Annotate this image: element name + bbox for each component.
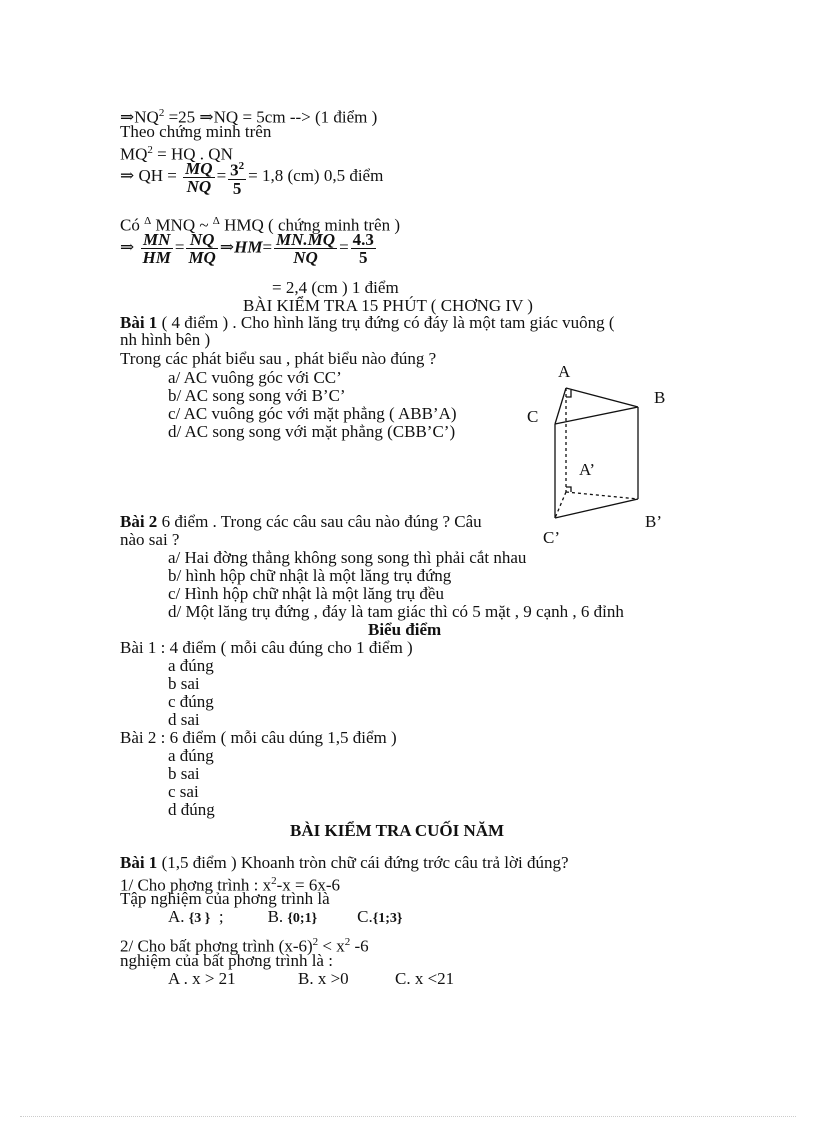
- scoring-bai2-answer-c: c sai: [168, 782, 199, 801]
- implies-symbol: ⇒: [219, 237, 235, 257]
- final-q1-sub: Tập nghiệm của phơng trình là: [120, 889, 330, 908]
- scoring-bai1-answer-c: c đúng: [168, 692, 214, 711]
- proof-line-7: = 2,4 (cm ) 1 điểm: [272, 278, 399, 297]
- quiz15-bai1-option-c: c/ AC vuông góc với mặt phẳng ( ABB’A): [168, 404, 457, 423]
- label-c: C: [527, 407, 539, 426]
- quiz15-bai1-line: Bài 1 ( 4 điểm ) . Cho hình lăng trụ đứng có đáy là một tam giác vuông (: [120, 313, 615, 332]
- implies-symbol: ⇒: [120, 107, 135, 127]
- label-b-prime: B’: [645, 512, 662, 531]
- quiz15-bai1-question: Trong các phát biểu sau , phát biểu nào đúng ?: [120, 349, 437, 368]
- edge-ac: [555, 388, 566, 424]
- proof-line-2: Theo chứng minh trên: [120, 122, 272, 141]
- quiz15-title: BÀI KIỂM TRA 15 PHÚT ( CHƠNG IV ): [243, 296, 533, 315]
- right-angle-mark-bottom: [566, 487, 571, 492]
- edge-cb: [555, 407, 638, 424]
- label-c-prime: C’: [543, 528, 560, 547]
- implies-symbol: ⇒: [120, 166, 135, 186]
- fraction-mq-nq: $\frac{MQ}{NQ}$: [185, 158, 213, 196]
- proof-line-6: ⇒ $\frac{MN}{HM}$ = $\frac{NQ}{MQ}$ ⇒HM= $\frac{MN.MQ}{NQ}$ = $\frac{4.3}{5}$: [120, 230, 374, 267]
- final-q1: 1/ Cho phơng trình : $x^2-x = 6x-6$: [120, 875, 341, 895]
- implies-symbol: ⇒: [120, 237, 135, 257]
- quiz15-bai1-option-d: d/ AC song song với mặt phẳng (CBB’C’): [168, 422, 456, 441]
- quiz15-bai2-option-a: a/ Hai đờng thẳng không song song thì phải cắt nhau: [168, 548, 527, 567]
- quiz15-bai2-option-d: d/ Một lăng trụ đứng , đáy là tam giác thì có 5 mặt , 9 cạnh , 6 đỉnh: [168, 602, 624, 621]
- scoring-bai2-answer-a: a đúng: [168, 746, 214, 765]
- scoring-bai2-answer-b: b sai: [168, 764, 200, 783]
- final-q1-options: A. {3 } ; B. {0;1} C.{1;3}: [168, 907, 403, 926]
- scoring-bai1-answer-a: a đúng: [168, 656, 214, 675]
- edge-c1b1: [555, 499, 638, 518]
- fraction-3sq-5: $\frac{3^2}{5}$: [230, 160, 245, 198]
- quiz15-bai1-option-b: b/ AC song song với B’C’: [168, 386, 346, 405]
- scoring-bai2-head: Bài 2 : 6 điểm ( mỗi câu dúng 1,5 điểm ): [120, 728, 397, 747]
- fraction-mnmq-nq: $\frac{MN.MQ}{NQ}$: [276, 230, 336, 267]
- scoring-bai1-answer-b: b sai: [168, 674, 200, 693]
- scoring-title: Biểu điểm: [368, 620, 442, 639]
- scoring-bai1-answer-d: d sai: [168, 710, 200, 729]
- implies-symbol: ⇒: [199, 107, 214, 127]
- fraction-mn-hm: $\frac{MN}{HM}$: [142, 230, 171, 267]
- fraction-nq-mq: $\frac{NQ}{MQ}$: [188, 230, 216, 267]
- fraction-43-5: $\frac{4.3}{5}$: [352, 230, 374, 267]
- hidden-edges: [555, 388, 638, 518]
- edge-a1b1: [566, 492, 638, 499]
- final-q2: 2/ Cho bất phơng trình $(x-6)^2 < x^2$ -6: [120, 936, 369, 956]
- final-bai1-line: Bài 1 (1,5 điểm ) Khoanh tròn chữ cái đứng trớc câu trả lời đúng?: [120, 853, 569, 872]
- scoring-bai2-answer-d: d đúng: [168, 800, 215, 819]
- triangle-icon: Δ: [212, 215, 220, 227]
- edge-ab: [566, 388, 638, 407]
- scoring-bai1-head: Bài 1 : 4 điểm ( mỗi câu đúng cho 1 điểm ): [120, 638, 413, 657]
- final-q2-option-a: A . x > 21: [168, 969, 236, 988]
- proof-line-5: Có $^\Delta$ MNQ ~ $^\Delta$ HMQ ( chứng minh trên ): [120, 215, 401, 235]
- final-q2-option-c: C. x <21: [395, 969, 455, 988]
- proof-line-4: ⇒ QH = $\frac{MQ}{NQ}$ = $\frac{3^2}{5}$ = 1,8 (cm) 0,5 điểm: [120, 158, 384, 198]
- label-a-prime: A’: [579, 460, 596, 479]
- proof-line-3: $MQ^2$ = HQ . QN: [120, 144, 233, 164]
- final-q2-sub: nghiệm của bất phơng trình là :: [120, 951, 333, 970]
- final-title: BÀI KIỂM TRA CUỐI NĂM: [290, 821, 505, 840]
- quiz15-bai1-option-a: a/ AC vuông góc với CC’: [168, 368, 342, 387]
- page-footer-divider: [20, 1116, 796, 1117]
- right-angle-mark-top: [566, 390, 571, 397]
- final-q2-option-b: B. x >0: [298, 969, 349, 988]
- label-b: B: [654, 388, 666, 407]
- triangle-icon: Δ: [144, 215, 152, 227]
- proof-line-1: $\Rightarrow NQ^2 =25$ ⇒NQ = 5cm --> (1 điểm ): [120, 107, 378, 127]
- quiz15-bai2-line2: nào sai ?: [120, 530, 180, 549]
- quiz15-bai2-option-c: c/ Hình hộp chữ nhật là một lăng trụ đều: [168, 584, 444, 603]
- label-a: A: [558, 362, 571, 381]
- quiz15-bai2-line: Bài 2 6 điểm . Trong các câu sau câu nào đúng ? Câu: [120, 512, 482, 531]
- quiz15-bai2-option-b: b/ hình hộp chữ nhật là một lăng trụ đứng: [168, 566, 452, 585]
- quiz15-bai1-line2: nh hình bên ): [120, 330, 211, 349]
- edge-a1c1: [555, 492, 566, 518]
